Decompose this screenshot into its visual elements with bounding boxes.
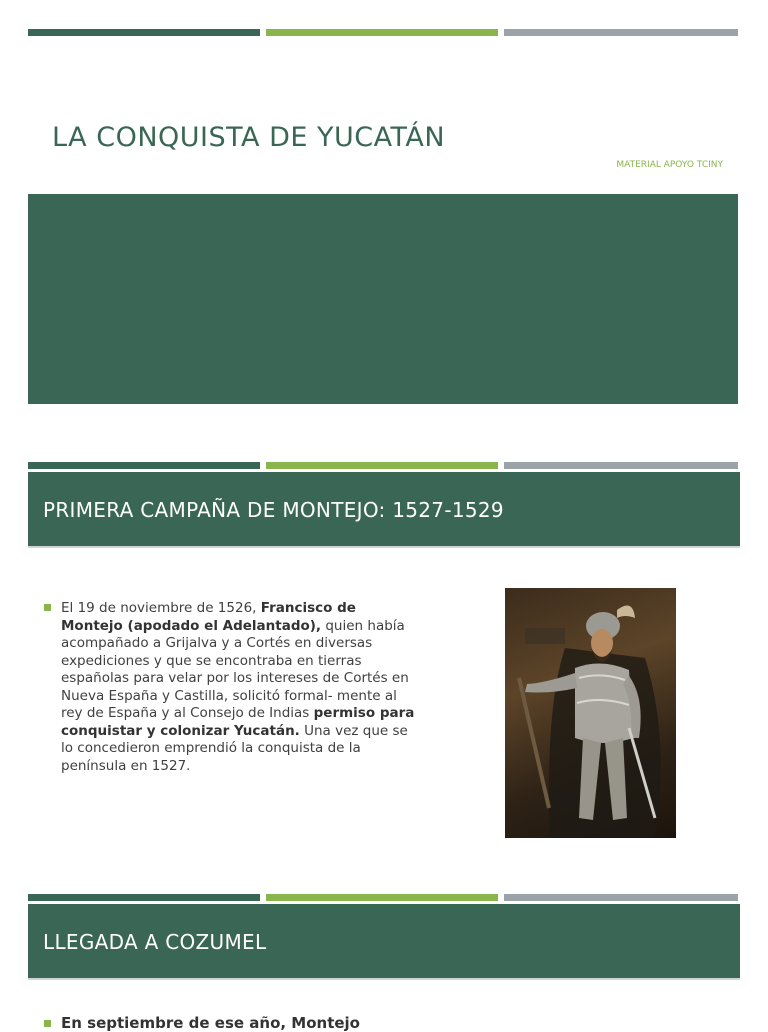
slide2-top-bars [28,462,740,469]
slide1-top-bars [28,29,740,36]
text-run: El 19 de noviembre de 1526, [61,600,261,616]
slide3-header [28,904,740,980]
bar-gray [504,462,738,469]
bar-dark-green [28,894,260,901]
slide1-green-panel [28,194,738,404]
text-run: Una vez que se lo concedieron emprendió la conquista de la península en 1527. [61,722,408,774]
slide2-heading: PRIMERA CAMPAÑA DE MONTEJO: 1527-1529 [43,498,504,522]
bar-light-green [266,29,498,36]
bar-dark-green [28,462,260,469]
text-run: quien había acompañado a Grijalva y a Cortés en diversas expediciones y que se encontraba en tierras españolas para velar por los intereses de Cortés en Nueva España y Castilla, solicitó formal- mente al rey de España y al Consejo de Indias [61,617,409,721]
portrait-image [505,588,676,838]
portrait-armored-figure-icon [505,588,676,838]
slide3-top-bars [28,894,740,901]
bar-gray [504,29,738,36]
bullet-square-icon [44,604,51,611]
slide3-bullet-text: En septiembre de ese año, Montejo [61,1014,360,1032]
slide1-subtitle: MATERIAL APOYO TCINY [616,160,723,170]
bar-light-green [266,894,498,901]
slide1-title: LA CONQUISTA DE YUCATÁN [52,122,446,153]
slide3-heading: LLEGADA A COZUMEL [43,930,267,954]
bar-dark-green [28,29,260,36]
bold-run: permiso para conquistar y colonizar Yucatán. [61,705,415,739]
bar-gray [504,894,738,901]
bold-run: Francisco de Montejo (apodado el Adelantado), [61,600,356,634]
bar-light-green [266,462,498,469]
slide2-header [28,472,740,548]
slide2-paragraph [61,600,421,775]
